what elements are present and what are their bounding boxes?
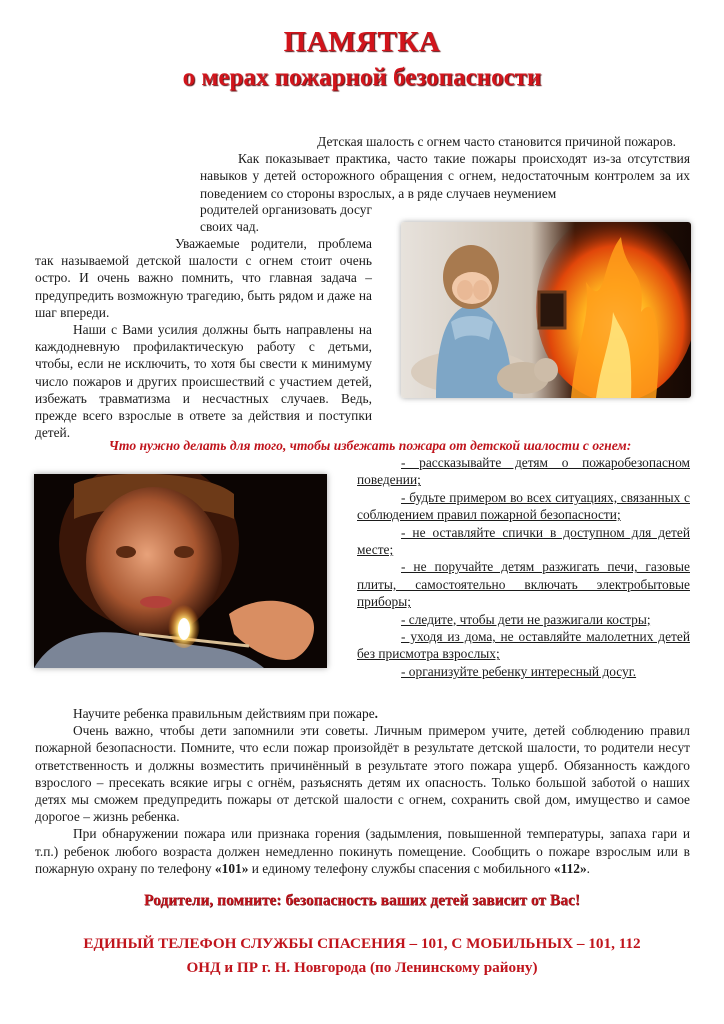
body-block	[35, 235, 372, 441]
list-item: - не оставляйте спички в доступном для детей месте;	[357, 524, 690, 558]
tips-list	[357, 454, 690, 680]
page-title: ПАМЯТКА	[283, 26, 441, 58]
closing-lead-end: .	[374, 706, 379, 721]
intro-paragraph: Как показывает практика, часто такие пожары происходят из-за отсутствия навыков у детей осторожного обращения с огнем, недостаточным контролем за их поведением со стороны взрослых, а в ряде случаев неумением	[200, 151, 690, 201]
phone-112: «112»	[553, 860, 587, 876]
closing-text-e: .	[586, 860, 591, 876]
closing-paragraph-2: Очень важно, чтобы дети запомнили эти советы. Личным примером учите, детей соблюдению правил пожарной безопасности. Помните, что если пожар произойдёт в результате детской шалости, то родители несут ответственность и должны возместить причинённый в результате этого пожара ущерб. Обязанность каждого взрослого – пресекать всякие игры с огнём, разъяснять детям их опасность. Только большой заботой о наших детях мы сможем предупредить пожары от детской шалости с огнем, сохранить свой дом, имущество и самое дорогое – жизнь ребенка.	[35, 723, 690, 825]
intro-block	[200, 133, 690, 202]
list-item: - рассказывайте детям о пожаробезопасном поведении;	[357, 455, 690, 488]
list-item: - уходя из дома, не оставляйте малолетних детей без присмотра взрослых;	[357, 629, 690, 662]
closing-text-c: и единому телефону службы спасения с мобильного	[248, 860, 554, 876]
closing-paragraph-3	[35, 825, 690, 877]
phone-101: «101»	[214, 860, 249, 876]
page-subtitle: о мерах пожарной безопасности	[182, 64, 542, 91]
list-item: - будьте примером во всех ситуациях, связанных с соблюдением правил пожарной безопасности;	[357, 489, 690, 523]
list-item: - организуйте ребенку интересный досуг.	[401, 663, 637, 679]
child-with-match-photo	[34, 474, 327, 668]
intro-tail: родителей организовать досуг своих чад.	[200, 202, 372, 235]
footer	[0, 932, 724, 980]
body-paragraph-1: Уважаемые родители, проблема так называемой детской шалости с огнем стоит очень остро. И очень важно помнить, что главная задача – предупредить возможную трагедию, быть рядом и даже на шаг впереди.	[35, 236, 372, 320]
closing-paragraph-1	[35, 705, 690, 722]
closing-text-a: При обнаружении пожара или признака горения (задымления, повышенной температуры, запаха гари и т.п.) ребенок любого возраста должен немедленно покинуть помещение. Сообщить о пожаре взрослым или в пожарную охрану по телефону	[35, 826, 690, 876]
footer-phone-line: ЕДИНЫЙ ТЕЛЕФОН СЛУЖБЫ СПАСЕНИЯ – 101, С МОБИЛЬНЫХ – 101, 112	[83, 935, 641, 952]
child-with-match-illustration	[34, 474, 327, 668]
closing-lead: Научите ребенка правильным действиям при пожаре	[73, 706, 375, 721]
list-item: - следите, чтобы дети не разжигали костры;	[401, 611, 651, 627]
list-item: - не поручайте детям разжигать печи, газовые плиты, самостоятельно включать электробытовые приборы;	[357, 559, 690, 610]
body-paragraph-2: Наши с Вами усилия должны быть направлены на каждодневную профилактическую работу с детьми, чтобы, если не исключить, то хотя бы свести к минимуму число пожаров и других происшествий с участием детей, избежать травматизма и несчастных случаев. Ведь, прежде всего взрослые в ответе за действия и поступки детей.	[35, 322, 372, 441]
intro-line: Детская шалость с огнем часто становится причиной пожаров.	[317, 134, 676, 149]
slogan: Родители, помните: безопасность ваших детей зависит от Вас!	[143, 892, 580, 909]
crying-child-illustration	[401, 222, 691, 398]
footer-org-line: ОНД и ПР г. Н. Новгорода (по Ленинскому району)	[186, 959, 538, 976]
crying-child-photo	[401, 222, 691, 398]
question-heading: Что нужно делать для того, чтобы избежать пожара от детской шалости с огнем:	[108, 438, 632, 453]
closing-block	[35, 705, 690, 877]
